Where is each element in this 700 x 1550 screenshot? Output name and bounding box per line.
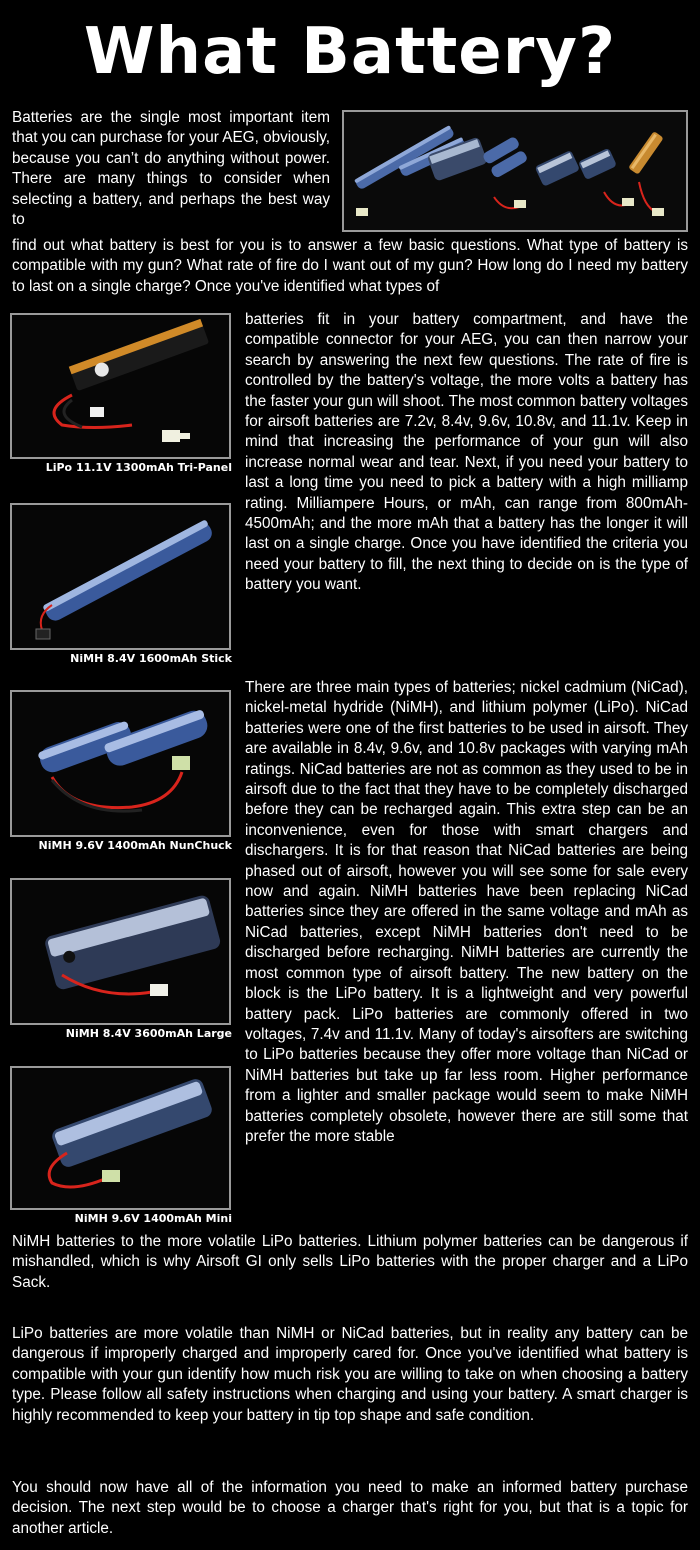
large-caption: NiMH 8.4V 3600mAh Large: [65, 1027, 232, 1040]
intro-paragraph: Batteries are the single most important item that you can purchase for your AEG, obviously, because you can’t do anything without power. There are many things to consider when selecting a battery, and perhaps the best way to: [12, 109, 330, 229]
safety-paragraph: LiPo batteries are more volatile than NiMH or NiCad batteries, but in reality any battery can be dangerous if improperly charged and improperly cared for. Once you've identified what battery is compatible with your gun identify how much risk you are willing to take on when choosing a battery type. Please follow all safety instructions when charging and using your battery. A smart charger is highly recommended to keep your battery in tip top shape and safe condition.: [12, 1325, 688, 1424]
stick-battery-photo: [10, 503, 231, 650]
battery-lineup-photo: [342, 110, 688, 232]
voltage-paragraph: batteries fit in your battery compartment, and have the compatible connector for your AEG, you can then narrow your search by answering the next few questions. The rate of fire is controlled by the battery's voltage, the more volts a battery has the faster your gun will shoot. The most common battery voltages for airsoft batteries are 7.2v, 8.4v, 9.6v, 10.8v, and 11.1v. Keep in mind that increasing the performance of your gun will also increase normal wear and tear. Next, if you need your battery to last a long time you need to pick a battery with a high milliamp rating. Milliampere Hours, or mAh, can range from 800mAh-4500mAh; and the more mAh that a battery has the longer it will last on a single charge. Once you have identified the criteria you need your battery to fill, the next thing to decide on is the type of battery you want.: [245, 311, 688, 594]
page-title: What Battery?: [83, 15, 617, 89]
lipo-safety-continuation: NiMH batteries to the more volatile LiPo batteries. Lithium polymer batteries can be dangerous if mishandled, which is why Airsoft GI only sells LiPo batteries with the proper charger and a LiPo Sack.: [12, 1233, 688, 1291]
conclusion-paragraph: You should now have all of the information you need to make an informed battery purchase decision. The next step would be to choose a charger that's right for you, but that is a topic for another article.: [12, 1479, 688, 1537]
intro-continuation: find out what battery is best for you is to answer a few basic questions. What type of battery is compatible with my gun? What rate of fire do I want out of my gun? How long do I need my battery to last on a single charge? Once you've identified what types of: [12, 237, 688, 295]
mini-battery-photo: [10, 1066, 231, 1210]
nunchuck-caption: NiMH 9.6V 1400mAh NunChuck: [38, 839, 232, 852]
lipo-caption: LiPo 11.1V 1300mAh Tri-Panel: [45, 461, 232, 474]
battery-types-paragraph: There are three main types of batteries; nickel cadmium (NiCad), nickel-metal hydride (NiMH), and lithium polymer (LiPo). NiCad batteries were one of the first batteries to be used in airsoft. They are available in 8.4v, 9.6v, and 10.8v packages with varying mAh ratings. NiCad batteries are not as common as they used to be in airsoft due to the fact that they have to be completely discharged before they can be recharged again. This extra step can be an inconvenience, even for those with smart chargers and dischargers. It is for that reason that NiCad batteries are being phased out of airsoft, however you will see some for sale every now and again. NiMH batteries have been replacing NiCad batteries since they are offered in the same voltage and mAh as NiCad batteries, except NiMH batteries don't need to be discharged before recharging. NiMH batteries are currently the most common type of airsoft battery. The new battery on the block is the LiPo battery. It is a lightweight and very powerful battery pack. LiPo batteries are commonly offered in two voltages, 7.4v and 11.1v. Many of today's airsofters are switching to LiPo batteries because they offer more voltage than NiCad or NiMH batteries but take up far less room. Higher performance from a lighter and smaller package would seem to make NiMH batteries completely obsolete, however there are still some that prefer the more stable: [245, 679, 688, 1145]
mini-caption: NiMH 9.6V 1400mAh Mini: [74, 1212, 232, 1225]
large-battery-photo: [10, 878, 231, 1025]
nunchuck-battery-photo: [10, 690, 231, 837]
lipo-battery-photo: [10, 313, 231, 459]
stick-caption: NiMH 8.4V 1600mAh Stick: [70, 652, 232, 665]
